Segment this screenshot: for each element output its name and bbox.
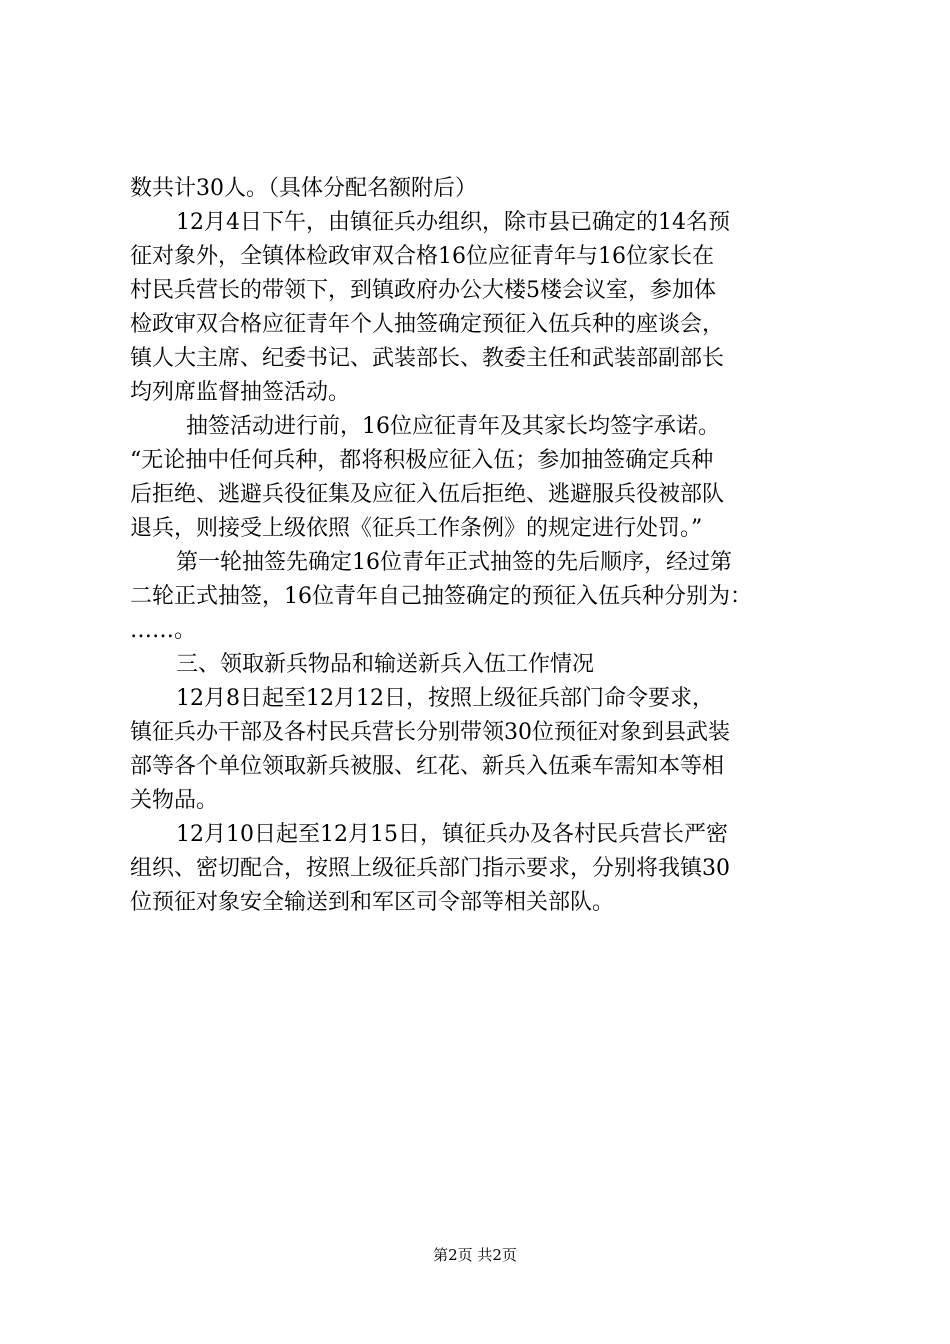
text-line: 镇征兵办干部及各村民兵营长分别带领30位预征对象到县武装	[130, 720, 730, 745]
text-line: 退兵，则接受上级依照《征兵工作条例》的规定进行处罚。”	[130, 516, 703, 541]
document-body	[130, 172, 830, 920]
text-line: 征对象外，全镇体检政审双合格16位应征青年与16位家长在	[130, 244, 714, 269]
page-footer	[0, 1244, 950, 1266]
text-line: “无论抽中任何兵种，都将积极应征入伍；参加抽签确定兵种	[130, 448, 714, 473]
text-line: 二轮正式抽签，16位青年自己抽签确定的预征入伍兵种分别为：	[130, 584, 752, 609]
text-line: 位预征对象安全输送到和军区司令部等相关部队。	[130, 890, 615, 915]
text-line: 后拒绝、逃避兵役征集及应征入伍后拒绝、逃避服兵役被部队	[130, 482, 725, 507]
paragraph-start: 12月4日下午，由镇征兵办组织，除市县已确定的14名预	[176, 210, 730, 235]
paragraph-start: 抽签活动进行前，16位应征青年及其家长均签字承诺。	[186, 414, 720, 439]
text-line: 关物品。	[130, 788, 219, 813]
paragraph-start: 12月10日起至12月15日，镇征兵办及各村民兵营长严密	[176, 822, 728, 847]
text-line: 数共计30人。（具体分配名额附后）	[130, 176, 477, 201]
paragraph-start: 第一轮抽签先确定16位青年正式抽签的先后顺序，经过第	[176, 550, 732, 575]
page-number-label: 第2页 共2页	[433, 1246, 517, 1264]
paragraph-start: 12月8日起至12月12日，按照上级征兵部门命令要求，	[176, 686, 714, 711]
text-line: 均列席监督抽签活动。	[130, 380, 351, 405]
text-line: 村民兵营长的带领下，到镇政府办公大楼5楼会议室，参加体	[130, 278, 716, 303]
text-line: 组织、密切配合，按照上级征兵部门指示要求，分别将我镇30	[130, 856, 730, 881]
text-line: 镇人大主席、纪委书记、武装部长、教委主任和武装部副部长	[130, 346, 725, 371]
section-heading: 三、领取新兵物品和输送新兵入伍工作情况	[176, 652, 595, 677]
text-line: ……。	[130, 618, 197, 643]
text-line: 检政审双合格应征青年个人抽签确定预征入伍兵种的座谈会，	[130, 312, 725, 337]
text-line: 部等各个单位领取新兵被服、红花、新兵入伍乘车需知本等相	[130, 754, 725, 779]
